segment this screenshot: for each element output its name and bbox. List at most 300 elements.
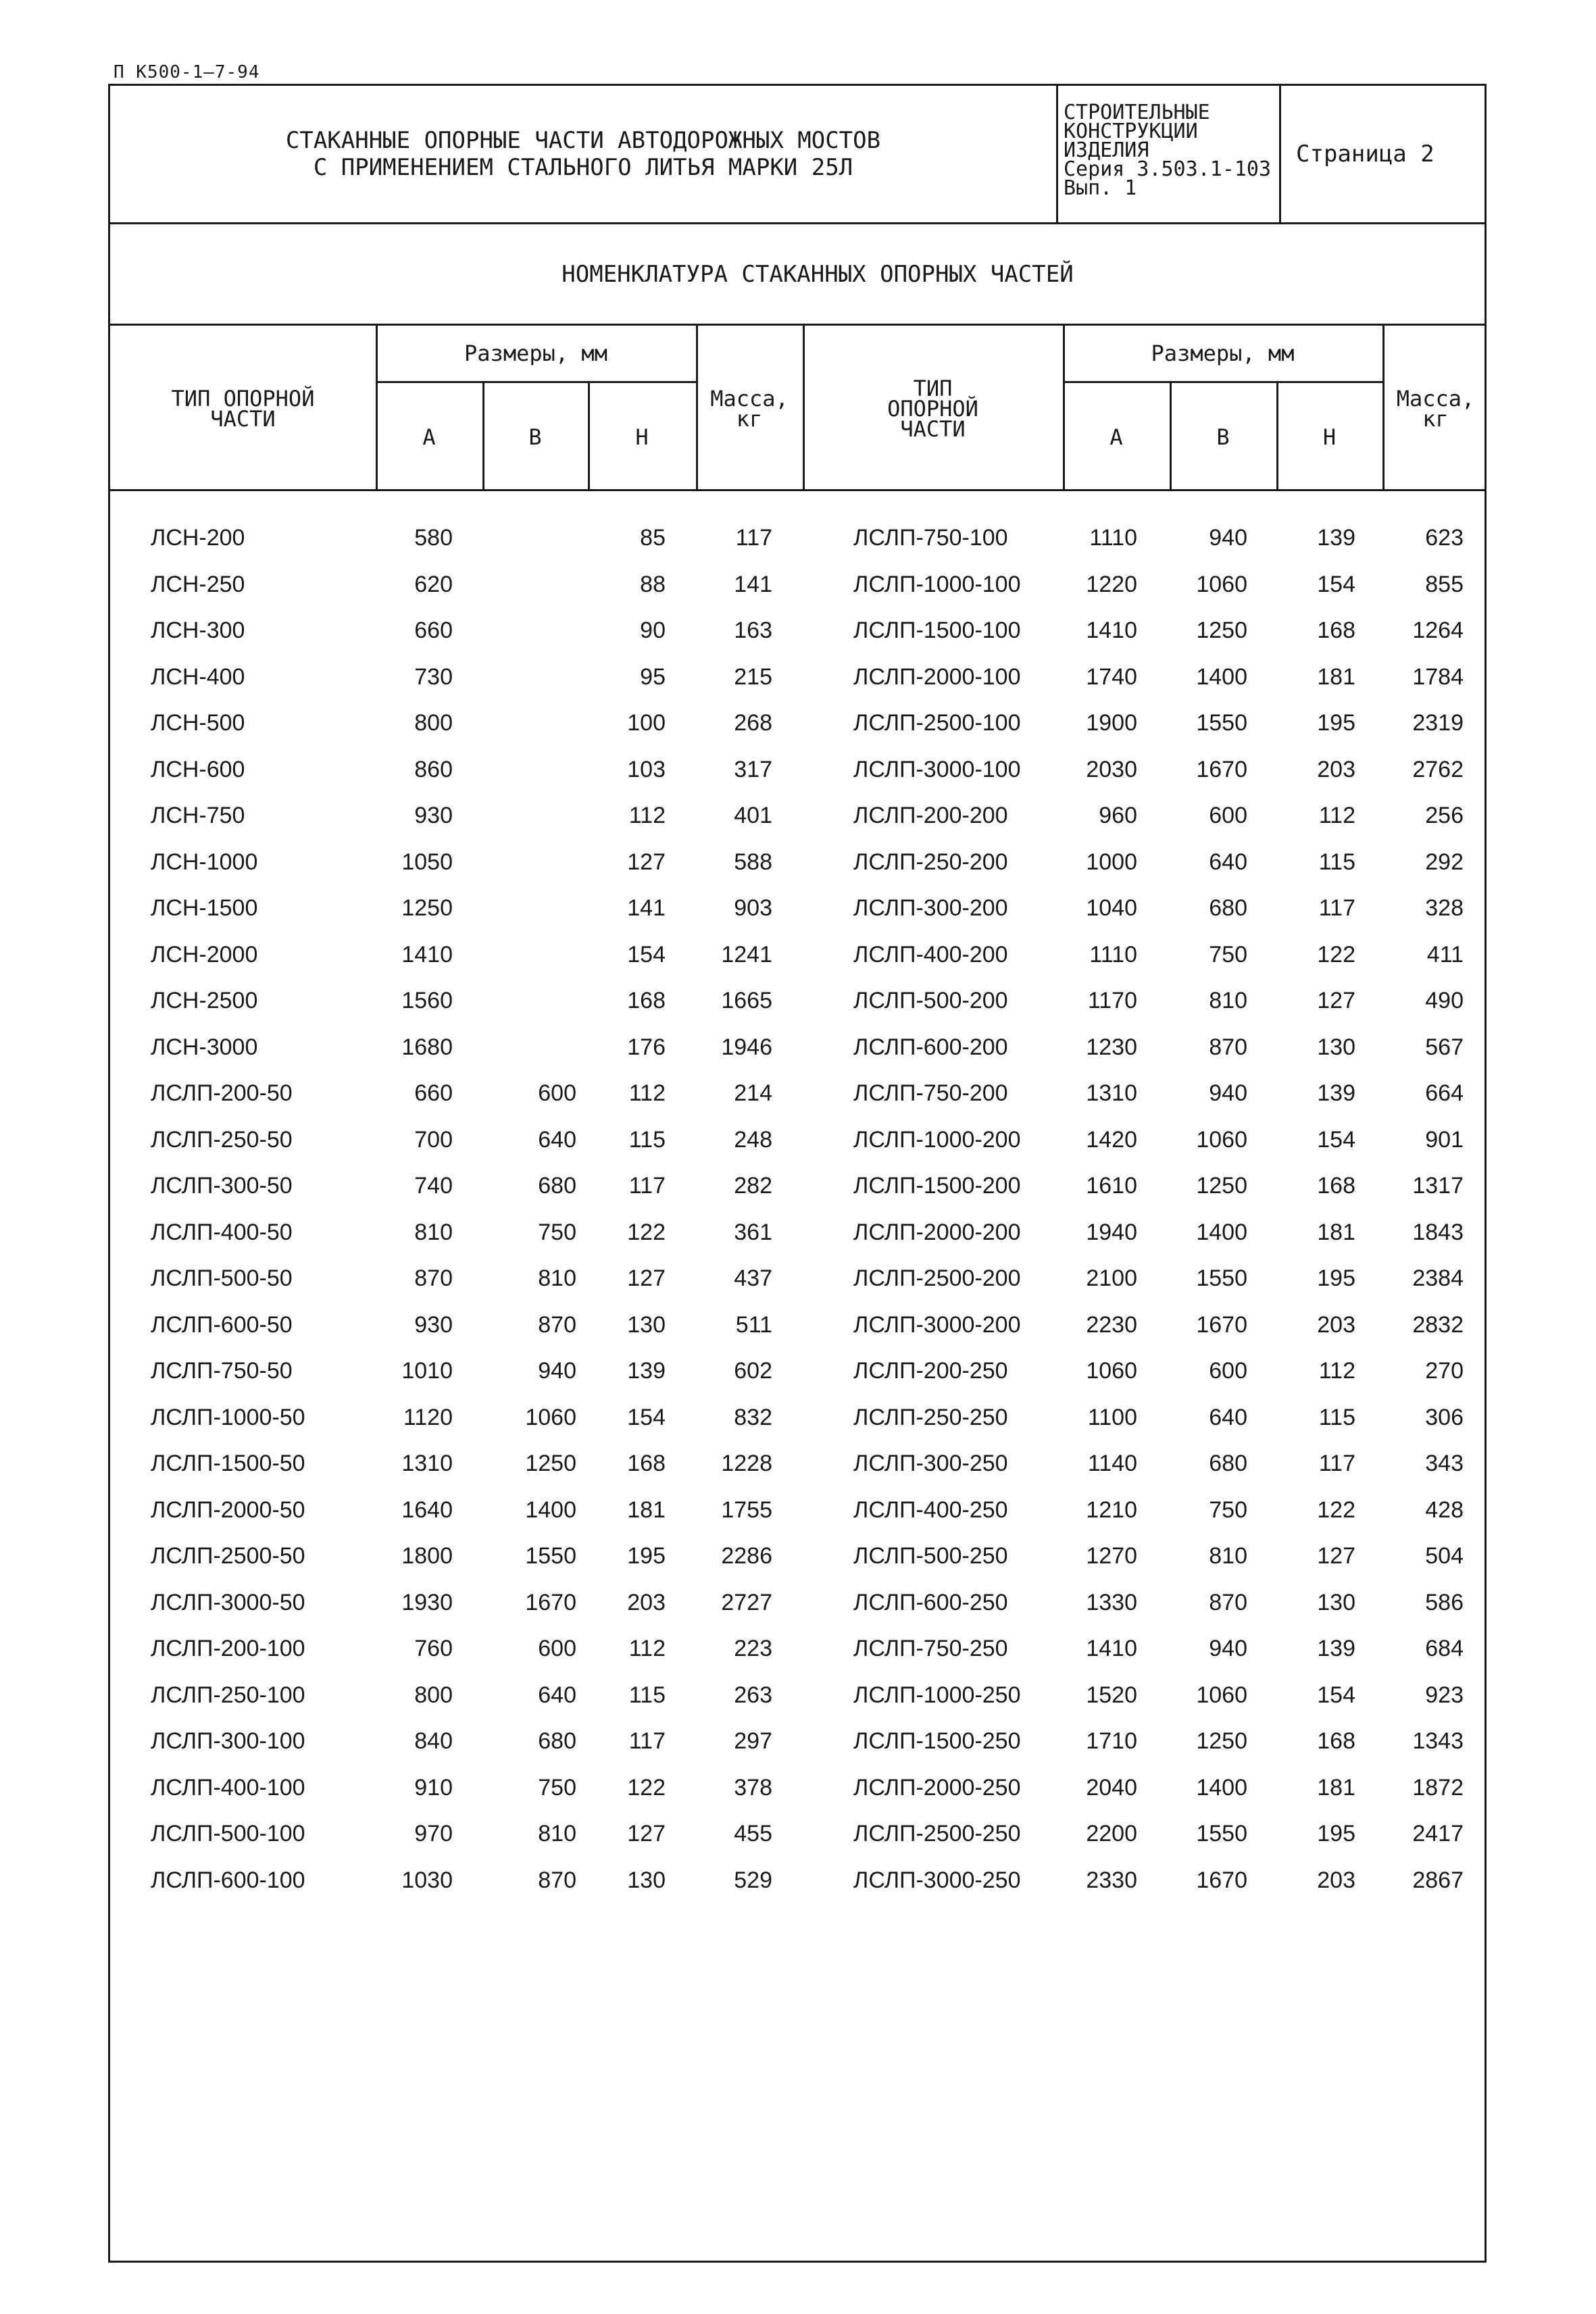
cell-b-right: 1250	[1196, 1173, 1247, 1199]
cell-b-left: 750	[538, 1219, 576, 1245]
table-row	[110, 1405, 1485, 1451]
cell-mass-right: 256	[1425, 803, 1464, 828]
cell-type-left: ЛСЛП-400-50	[151, 1219, 293, 1245]
cell-a-right: 2230	[1086, 1311, 1137, 1338]
cell-a-right: 1610	[1086, 1173, 1137, 1199]
cell-a-right: 1210	[1086, 1496, 1137, 1523]
cell-h-left: 117	[628, 1173, 666, 1199]
cell-h-left: 176	[627, 1034, 666, 1060]
table-row	[110, 1636, 1485, 1682]
page-number: Страница 2	[1279, 86, 1489, 222]
table-row	[110, 572, 1485, 618]
cell-a-left: 1560	[401, 988, 453, 1013]
cell-h-left: 115	[628, 1126, 666, 1153]
cell-b-right: 810	[1209, 988, 1247, 1013]
cell-b-left: 870	[538, 1311, 576, 1338]
cell-h-left: 103	[627, 756, 666, 782]
cell-mass-right: 1317	[1412, 1173, 1464, 1199]
cell-b-right: 680	[1209, 895, 1247, 921]
cell-mass-left: 588	[734, 849, 772, 875]
cell-mass-right: 270	[1425, 1358, 1464, 1384]
title-line-1: СТАКАННЫЕ ОПОРНЫЕ ЧАСТИ АВТОДОРОЖНЫХ МОСТОВ	[285, 127, 881, 154]
cell-b-right: 750	[1209, 1496, 1247, 1523]
cell-h-right: 122	[1317, 1496, 1355, 1523]
cell-mass-left: 1241	[721, 941, 772, 967]
cell-mass-left: 602	[734, 1358, 772, 1384]
series-line: Серия 3.503.1-103	[1064, 157, 1272, 181]
cell-b-right: 1550	[1196, 710, 1247, 736]
cell-b-left: 680	[538, 1728, 576, 1754]
cell-b-right: 1250	[1196, 618, 1247, 643]
cell-mass-left: 1946	[721, 1034, 772, 1060]
cell-mass-left: 268	[734, 710, 772, 736]
cell-mass-left: 117	[735, 525, 772, 551]
cell-type-left: ЛСЛП-300-100	[151, 1728, 305, 1754]
cell-h-right: 127	[1317, 988, 1355, 1013]
cell-b-right: 640	[1209, 1404, 1247, 1430]
cell-h-right: 117	[1318, 895, 1355, 921]
cell-type-left: ЛСЛП-300-50	[151, 1173, 293, 1199]
table-row	[110, 849, 1485, 896]
cell-mass-left: 511	[735, 1311, 772, 1338]
cell-h-right: 115	[1318, 1404, 1355, 1430]
table-row	[110, 618, 1485, 664]
cell-type-left: ЛСН-200	[151, 525, 245, 551]
series-line: Вып. 1	[1064, 176, 1137, 200]
cell-a-right: 1310	[1086, 1080, 1137, 1106]
cell-mass-left: 529	[734, 1867, 772, 1893]
cell-type-right: ЛСЛП-250-200	[853, 849, 1008, 875]
cell-b-right: 940	[1209, 1636, 1247, 1661]
table-row	[110, 1821, 1485, 1867]
cell-h-right: 127	[1317, 1543, 1355, 1569]
cell-b-left: 810	[538, 1265, 576, 1291]
series-line: ИЗДЕЛИЯ	[1064, 139, 1149, 162]
cell-b-left: 870	[538, 1867, 576, 1893]
cell-type-right: ЛСЛП-600-200	[853, 1034, 1008, 1060]
cell-mass-right: 901	[1425, 1126, 1464, 1153]
cell-b-right: 870	[1209, 1034, 1247, 1060]
cell-b-left: 600	[538, 1636, 576, 1661]
cell-h-left: 181	[627, 1496, 666, 1523]
cell-type-right: ЛСЛП-2500-250	[853, 1821, 1021, 1846]
cell-mass-right: 1343	[1412, 1728, 1464, 1754]
cell-mass-right: 1843	[1412, 1219, 1464, 1245]
cell-b-right: 1060	[1196, 571, 1247, 597]
cell-type-left: ЛСН-1000	[151, 849, 258, 875]
cell-a-right: 2330	[1086, 1867, 1137, 1893]
cell-b-right: 1670	[1196, 756, 1247, 782]
cell-a-left: 660	[414, 618, 453, 643]
cell-type-right: ЛСЛП-2000-200	[853, 1219, 1021, 1245]
header-mass-left: Масса, кг	[710, 385, 789, 432]
document-title	[110, 86, 1056, 222]
series-line: КОНСТРУКЦИИ	[1064, 120, 1198, 143]
cell-b-left: 1250	[525, 1451, 576, 1476]
cell-h-right: 112	[1318, 1358, 1355, 1384]
table-row	[110, 710, 1485, 757]
table-row	[110, 942, 1485, 988]
table-row	[110, 1682, 1485, 1729]
cell-a-right: 1100	[1087, 1404, 1137, 1430]
cell-h-left: 127	[627, 849, 666, 875]
cell-a-left: 1800	[401, 1543, 453, 1569]
cell-b-right: 1250	[1196, 1728, 1247, 1754]
cell-mass-left: 437	[734, 1265, 772, 1291]
cell-h-right: 195	[1317, 1821, 1355, 1846]
table-row	[110, 1590, 1485, 1636]
table-row	[110, 1358, 1485, 1405]
cell-a-right: 1710	[1086, 1728, 1137, 1754]
cell-mass-right: 855	[1425, 571, 1464, 597]
cell-b-left: 1670	[525, 1589, 576, 1615]
cell-h-left: 154	[627, 1404, 666, 1430]
cell-mass-right: 504	[1425, 1543, 1464, 1569]
cell-a-left: 800	[414, 1682, 453, 1708]
cell-h-right: 168	[1317, 1173, 1355, 1199]
header-h-right: Н	[1322, 424, 1337, 450]
cell-h-left: 154	[627, 941, 666, 967]
cell-h-left: 139	[627, 1358, 666, 1384]
cell-type-right: ЛСЛП-500-200	[853, 988, 1008, 1013]
cell-a-left: 1050	[401, 849, 453, 875]
series-box	[1056, 86, 1279, 222]
table-row	[110, 1543, 1485, 1590]
drawing-frame	[108, 84, 1487, 2263]
cell-b-right: 1550	[1196, 1265, 1247, 1291]
cell-mass-right: 306	[1425, 1404, 1464, 1430]
cell-b-right: 1670	[1196, 1867, 1247, 1893]
cell-a-right: 1330	[1086, 1589, 1137, 1615]
table-row	[110, 803, 1485, 849]
cell-mass-left: 215	[734, 663, 772, 690]
cell-type-left: ЛСЛП-2000-50	[151, 1496, 305, 1523]
cell-a-right: 1740	[1086, 663, 1137, 690]
cell-mass-right: 2867	[1412, 1867, 1464, 1893]
cell-type-right: ЛСЛП-2000-100	[853, 663, 1021, 690]
cell-b-right: 1400	[1196, 1774, 1247, 1801]
cell-type-right: ЛСЛП-750-250	[853, 1636, 1008, 1661]
cell-mass-right: 2319	[1412, 710, 1464, 736]
header-h-left: Н	[635, 424, 649, 450]
header-a-left: А	[422, 424, 436, 450]
cell-a-right: 1900	[1086, 710, 1137, 736]
cell-a-left: 1310	[401, 1451, 453, 1476]
cell-h-left: 90	[640, 618, 666, 643]
cell-a-right: 1420	[1086, 1126, 1137, 1153]
table-row	[110, 1173, 1485, 1219]
cell-type-left: ЛСН-250	[151, 571, 245, 597]
cell-type-left: ЛСН-2000	[151, 941, 258, 967]
table-row	[110, 1497, 1485, 1544]
cell-a-left: 580	[414, 525, 453, 551]
cell-mass-right: 2384	[1412, 1265, 1464, 1291]
cell-a-left: 970	[414, 1821, 453, 1846]
cell-b-left: 640	[538, 1682, 576, 1708]
cell-a-left: 730	[414, 663, 453, 690]
table-row	[110, 757, 1485, 803]
cell-type-right: ЛСЛП-3000-100	[853, 756, 1021, 782]
cell-b-right: 750	[1209, 941, 1247, 967]
cell-a-left: 660	[414, 1080, 453, 1106]
header-dims-left: Размеры, мм	[464, 341, 607, 366]
cell-type-right: ЛСЛП-600-250	[853, 1589, 1008, 1615]
cell-type-right: ЛСЛП-1000-250	[853, 1682, 1021, 1708]
cell-b-right: 680	[1209, 1451, 1247, 1476]
cell-type-right: ЛСЛП-250-250	[853, 1404, 1008, 1430]
cell-type-right: ЛСЛП-1000-200	[853, 1126, 1021, 1153]
cell-h-right: 181	[1317, 1219, 1355, 1245]
header-type-left: ТИП ОПОРНОЙ ЧАСТИ	[171, 385, 315, 432]
cell-type-right: ЛСЛП-1500-250	[853, 1728, 1021, 1754]
cell-mass-left: 903	[734, 895, 772, 921]
cell-b-right: 1400	[1196, 1219, 1247, 1245]
cell-a-left: 810	[414, 1219, 453, 1245]
table-row	[110, 1867, 1485, 1914]
cell-h-right: 122	[1317, 941, 1355, 967]
cell-a-right: 1520	[1086, 1682, 1137, 1708]
cell-mass-left: 361	[734, 1219, 772, 1245]
cell-mass-left: 455	[734, 1821, 772, 1846]
cell-a-right: 1410	[1086, 618, 1137, 643]
cell-h-left: 112	[628, 1080, 666, 1106]
cell-type-left: ЛСЛП-250-50	[151, 1126, 293, 1153]
cell-h-left: 127	[627, 1265, 666, 1291]
cell-h-right: 139	[1317, 525, 1355, 551]
cell-a-left: 910	[414, 1774, 453, 1801]
cell-mass-right: 2417	[1412, 1821, 1464, 1846]
table-row	[110, 1265, 1485, 1312]
cell-a-left: 1680	[401, 1034, 453, 1060]
cell-h-left: 168	[627, 988, 666, 1013]
cell-h-right: 112	[1318, 803, 1355, 828]
cell-type-left: ЛСН-600	[151, 756, 245, 782]
cell-h-right: 168	[1317, 1728, 1355, 1754]
cell-mass-left: 223	[734, 1636, 772, 1661]
cell-mass-left: 1755	[721, 1496, 772, 1523]
title-block	[110, 86, 1485, 224]
cell-a-right: 1000	[1086, 849, 1137, 875]
cell-type-right: ЛСЛП-300-250	[853, 1451, 1008, 1476]
cell-b-right: 1670	[1196, 1311, 1247, 1338]
cell-h-right: 117	[1318, 1451, 1355, 1476]
cell-b-right: 1400	[1196, 663, 1247, 690]
table-body	[110, 525, 1485, 1913]
header-dims-right: Размеры, мм	[1151, 341, 1295, 366]
table-row	[110, 1312, 1485, 1359]
cell-mass-left: 248	[734, 1126, 772, 1153]
cell-a-left: 1250	[401, 895, 453, 921]
cell-b-left: 940	[538, 1358, 576, 1384]
cell-h-left: 127	[627, 1821, 666, 1846]
cell-type-right: ЛСЛП-750-200	[853, 1080, 1008, 1106]
cell-a-right: 1940	[1086, 1219, 1137, 1245]
cell-a-right: 1170	[1087, 988, 1137, 1013]
cell-a-left: 1930	[401, 1589, 453, 1615]
cell-h-right: 154	[1317, 1126, 1355, 1153]
cell-mass-right: 490	[1425, 988, 1464, 1013]
cell-type-left: ЛСН-750	[151, 803, 245, 828]
title-line-2: С ПРИМЕНЕНИЕМ СТАЛЬНОГО ЛИТЬЯ МАРКИ 25Л	[313, 154, 853, 181]
cell-b-left: 750	[538, 1774, 576, 1801]
cell-type-left: ЛСН-3000	[151, 1034, 258, 1060]
cell-h-right: 115	[1318, 849, 1355, 875]
cell-type-right: ЛСЛП-400-200	[853, 941, 1008, 967]
cell-b-right: 1550	[1196, 1821, 1247, 1846]
cell-a-right: 1230	[1086, 1034, 1137, 1060]
table-header	[110, 326, 1485, 491]
cell-a-left: 870	[414, 1265, 453, 1291]
cell-a-right: 1110	[1089, 941, 1137, 967]
table-row	[110, 1775, 1485, 1821]
cell-h-left: 141	[627, 895, 666, 921]
cell-h-right: 195	[1317, 710, 1355, 736]
cell-mass-left: 832	[734, 1404, 772, 1430]
cell-b-right: 640	[1209, 849, 1247, 875]
cell-type-right: ЛСЛП-750-100	[853, 525, 1008, 551]
cell-mass-right: 1264	[1412, 618, 1464, 643]
cell-type-left: ЛСЛП-250-100	[151, 1682, 305, 1708]
cell-b-left: 810	[538, 1821, 576, 1846]
cell-type-right: ЛСЛП-300-200	[853, 895, 1008, 921]
cell-a-right: 960	[1099, 803, 1137, 828]
cell-h-left: 95	[640, 663, 666, 690]
cell-b-left: 640	[538, 1126, 576, 1153]
cell-a-left: 700	[414, 1126, 453, 1153]
cell-mass-right: 1784	[1412, 663, 1464, 690]
cell-a-right: 2030	[1086, 756, 1137, 782]
cell-h-left: 130	[627, 1311, 666, 1338]
cell-h-left: 112	[628, 803, 666, 828]
cell-type-right: ЛСЛП-2500-200	[853, 1265, 1021, 1291]
cell-mass-right: 586	[1425, 1589, 1464, 1615]
cell-a-right: 1220	[1086, 571, 1137, 597]
header-mass-right: Масса, кг	[1396, 385, 1475, 432]
cell-mass-right: 2762	[1412, 756, 1464, 782]
cell-type-right: ЛСЛП-1500-200	[853, 1173, 1021, 1199]
cell-type-left: ЛСЛП-600-100	[151, 1867, 305, 1893]
cell-mass-right: 428	[1425, 1496, 1464, 1523]
cell-a-left: 930	[414, 803, 453, 828]
cell-h-right: 168	[1317, 618, 1355, 643]
cell-mass-right: 623	[1425, 525, 1464, 551]
cell-mass-left: 214	[734, 1080, 772, 1106]
cell-mass-left: 1665	[721, 988, 772, 1013]
cell-type-left: ЛСЛП-3000-50	[151, 1589, 305, 1615]
cell-mass-right: 1872	[1412, 1774, 1464, 1801]
cell-a-left: 840	[414, 1728, 453, 1754]
cell-mass-right: 567	[1425, 1034, 1464, 1060]
cell-mass-left: 297	[734, 1728, 772, 1754]
cell-h-left: 122	[627, 1219, 666, 1245]
table-row	[110, 988, 1485, 1034]
cell-type-left: ЛСН-300	[151, 618, 245, 643]
table-row	[110, 1728, 1485, 1775]
cell-type-left: ЛСН-400	[151, 663, 245, 690]
cell-mass-left: 378	[734, 1774, 772, 1801]
cell-type-left: ЛСН-500	[151, 710, 245, 736]
cell-b-left: 600	[538, 1080, 576, 1106]
header-type-right: ТИП ОПОРНОЙ ЧАСТИ	[887, 375, 978, 442]
header-b-right: В	[1216, 424, 1230, 450]
cell-h-left: 130	[627, 1867, 666, 1893]
cell-h-right: 203	[1317, 1867, 1355, 1893]
cell-type-right: ЛСЛП-3000-200	[853, 1311, 1021, 1338]
cell-b-left: 1060	[525, 1404, 576, 1430]
cell-type-left: ЛСЛП-2500-50	[151, 1543, 305, 1569]
cell-h-right: 181	[1317, 663, 1355, 690]
cell-type-left: ЛСН-2500	[151, 988, 258, 1013]
cell-h-right: 203	[1317, 756, 1355, 782]
cell-type-left: ЛСЛП-500-50	[151, 1265, 293, 1291]
cell-b-left: 1400	[525, 1496, 576, 1523]
cell-type-right: ЛСЛП-2000-250	[853, 1774, 1021, 1801]
cell-mass-left: 263	[734, 1682, 772, 1708]
cell-b-right: 940	[1209, 1080, 1247, 1106]
cell-type-left: ЛСЛП-200-100	[151, 1636, 305, 1661]
cell-b-right: 940	[1209, 525, 1247, 551]
cell-a-left: 1640	[401, 1496, 453, 1523]
cell-mass-right: 328	[1425, 895, 1464, 921]
cell-b-right: 810	[1209, 1543, 1247, 1569]
cell-b-right: 1060	[1196, 1126, 1247, 1153]
cell-a-left: 1410	[401, 941, 453, 967]
cell-h-right: 181	[1317, 1774, 1355, 1801]
cell-h-left: 168	[627, 1451, 666, 1476]
cell-h-left: 85	[640, 525, 666, 551]
cell-b-right: 600	[1209, 803, 1247, 828]
cell-a-left: 740	[414, 1173, 453, 1199]
cell-a-left: 760	[414, 1636, 453, 1661]
cell-b-right: 600	[1209, 1358, 1247, 1384]
cell-type-right: ЛСЛП-1500-100	[853, 618, 1021, 643]
cell-h-left: 100	[627, 710, 666, 736]
cell-h-right: 203	[1317, 1311, 1355, 1338]
cell-mass-right: 664	[1425, 1080, 1464, 1106]
cell-a-right: 1270	[1086, 1543, 1137, 1569]
table-row	[110, 895, 1485, 942]
cell-b-right: 870	[1209, 1589, 1247, 1615]
cell-a-left: 860	[414, 756, 453, 782]
cell-h-right: 139	[1317, 1636, 1355, 1661]
cell-type-left: ЛСН-1500	[151, 895, 258, 921]
cell-h-right: 130	[1317, 1034, 1355, 1060]
cell-a-right: 1410	[1086, 1636, 1137, 1661]
table-row	[110, 1219, 1485, 1266]
cell-mass-left: 2286	[721, 1543, 772, 1569]
cell-mass-left: 282	[734, 1173, 772, 1199]
cell-a-right: 2100	[1086, 1265, 1137, 1291]
cell-b-left: 1550	[525, 1543, 576, 1569]
cell-a-left: 800	[414, 710, 453, 736]
cell-type-left: ЛСЛП-1500-50	[151, 1451, 305, 1476]
cell-a-right: 1060	[1086, 1358, 1137, 1384]
cell-a-right: 1040	[1086, 895, 1137, 921]
cell-type-left: ЛСЛП-200-50	[151, 1080, 293, 1106]
document-code: П К500-1—7-94	[114, 62, 260, 82]
cell-h-right: 139	[1317, 1080, 1355, 1106]
table-title: НОМЕНКЛАТУРА СТАКАННЫХ ОПОРНЫХ ЧАСТЕЙ	[110, 224, 1485, 326]
cell-type-right: ЛСЛП-400-250	[853, 1496, 1008, 1523]
cell-type-right: ЛСЛП-2500-100	[853, 710, 1021, 736]
cell-a-right: 1110	[1089, 525, 1137, 551]
cell-type-left: ЛСЛП-1000-50	[151, 1404, 305, 1430]
cell-a-left: 930	[414, 1311, 453, 1338]
cell-h-left: 112	[628, 1636, 666, 1661]
cell-h-right: 130	[1317, 1589, 1355, 1615]
cell-mass-right: 684	[1425, 1636, 1464, 1661]
cell-type-right: ЛСЛП-500-250	[853, 1543, 1008, 1569]
